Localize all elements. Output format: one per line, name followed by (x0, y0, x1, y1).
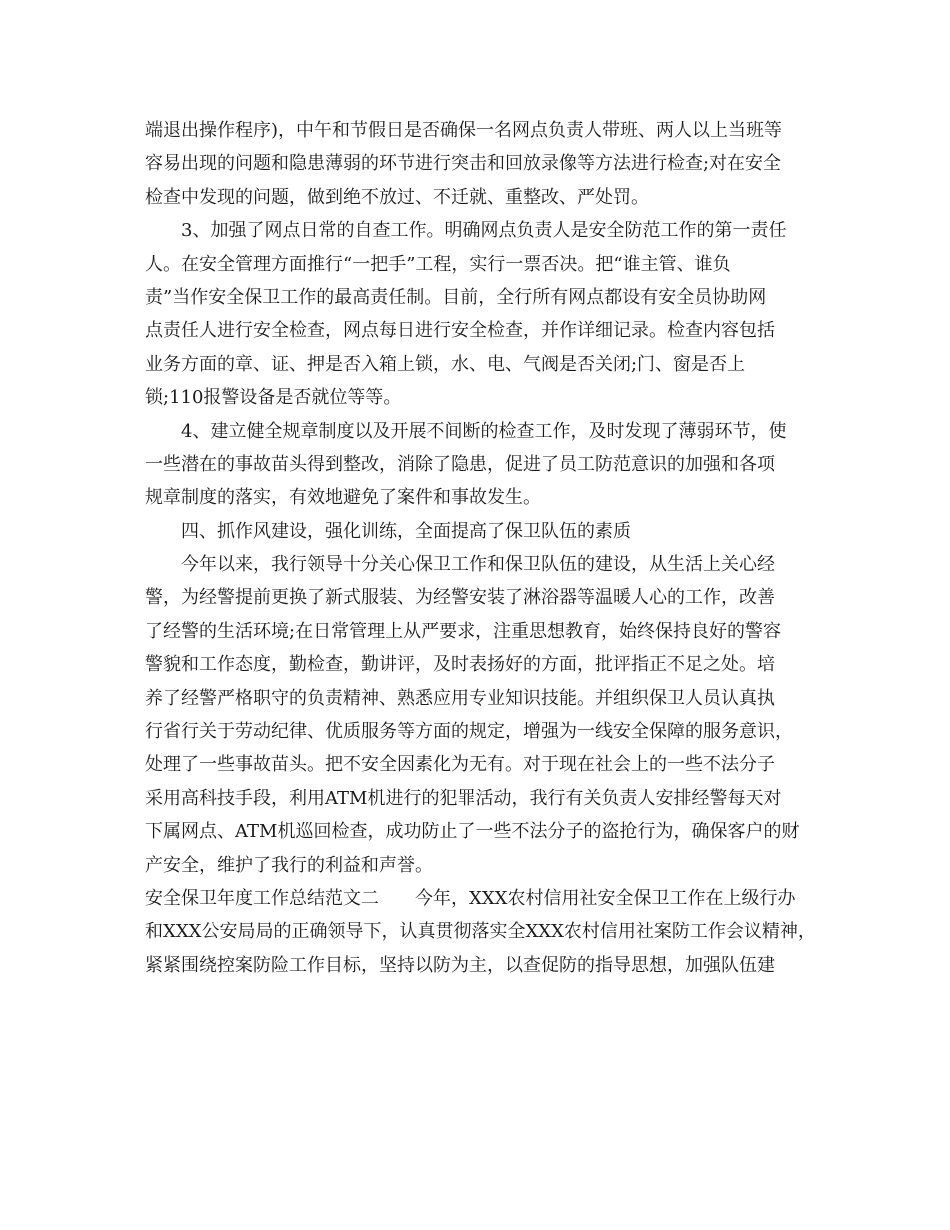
text-line: 4、建立健全规章制度以及开展不间断的检查工作，及时发现了薄弱环节，使 (181, 420, 787, 442)
text-line: 紧紧围绕控案防险工作目标，坚持以防为主，以查促防的指导思想，加强队伍建 (145, 954, 775, 976)
text-line: 一些潜在的事故苗头得到整改，消除了隐患，促进了员工防范意识的加强和各项 (145, 453, 775, 475)
text-line: 警貌和工作态度，勤检查，勤讲评，及时表扬好的方面，批评指正不足之处。培 (145, 654, 775, 676)
text-line: 产安全，维护了我行的利益和声誉。 (145, 854, 433, 876)
text-line: 容易出现的问题和隐患薄弱的环节进行突击和回放录像等方法进行检查;对在安全 (145, 153, 782, 175)
text-line: 检查中发现的问题，做到绝不放过、不迁就、重整改、严处罚。 (145, 186, 649, 208)
text-line: 今年以来，我行领导十分关心保卫工作和保卫队伍的建设，从生活上关心经 (181, 554, 775, 576)
text-line: 处理了一些事故苗头。把不安全因素化为无有。对于现在社会上的一些不法分子 (145, 754, 775, 776)
text-line: 安全保卫年度工作总结范文二 今年，XXX农村信用社安全保卫工作在上级行办 (145, 887, 796, 909)
text-line: 3、加强了网点日常的自查工作。明确网点负责人是安全防范工作的第一责任 (181, 220, 787, 242)
text-line: 和XXX公安局局的正确领导下，认真贯彻落实全XXX农村信用社案防工作会议精神， (145, 921, 816, 943)
text-line: 锁;110报警设备是否就位等等。 (145, 387, 402, 409)
text-line: 点责任人进行安全检查，网点每日进行安全检查，并作详细记录。检查内容包括 (145, 320, 775, 342)
text-line: 业务方面的章、证、押是否入箱上锁，水、电、气阀是否关闭;门、窗是否上 (145, 353, 746, 375)
text-line: 了经警的生活环境;在日常管理上从严要求，注重思想教育，始终保持良好的警容 (145, 620, 782, 642)
text-line: 采用高科技手段，利用ATM机进行的犯罪活动，我行有关负责人安排经警每天对 (145, 787, 782, 809)
text-line: 责”当作安全保卫工作的最高责任制。目前，全行所有网点都设有安全员协助网 (145, 286, 767, 308)
section-heading: 四、抓作风建设，强化训练，全面提高了保卫队伍的素质 (181, 520, 631, 542)
text-line: 行省行关于劳动纪律、优质服务等方面的规定，增强为一线安全保障的服务意识， (145, 721, 793, 743)
document-body (145, 114, 817, 982)
text-line: 人。在安全管理方面推行“一把手”工程，实行一票否决。把“谁主管、谁负 (145, 253, 731, 275)
text-line: 养了经警严格职守的负责精神、熟悉应用专业知识技能。并组织保卫人员认真执 (145, 687, 775, 709)
text-line: 警，为经警提前更换了新式服装、为经警安装了淋浴器等温暖人心的工作，改善 (145, 587, 775, 609)
text-line: 下属网点、ATM机巡回检查，成功防止了一些不法分子的盗抢行为，确保客户的财 (145, 821, 800, 843)
text-line: 端退出操作程序)，中午和节假日是否确保一名网点负责人带班、两人以上当班等 (145, 120, 783, 141)
text-line: 规章制度的落实，有效地避免了案件和事故发生。 (145, 487, 541, 509)
